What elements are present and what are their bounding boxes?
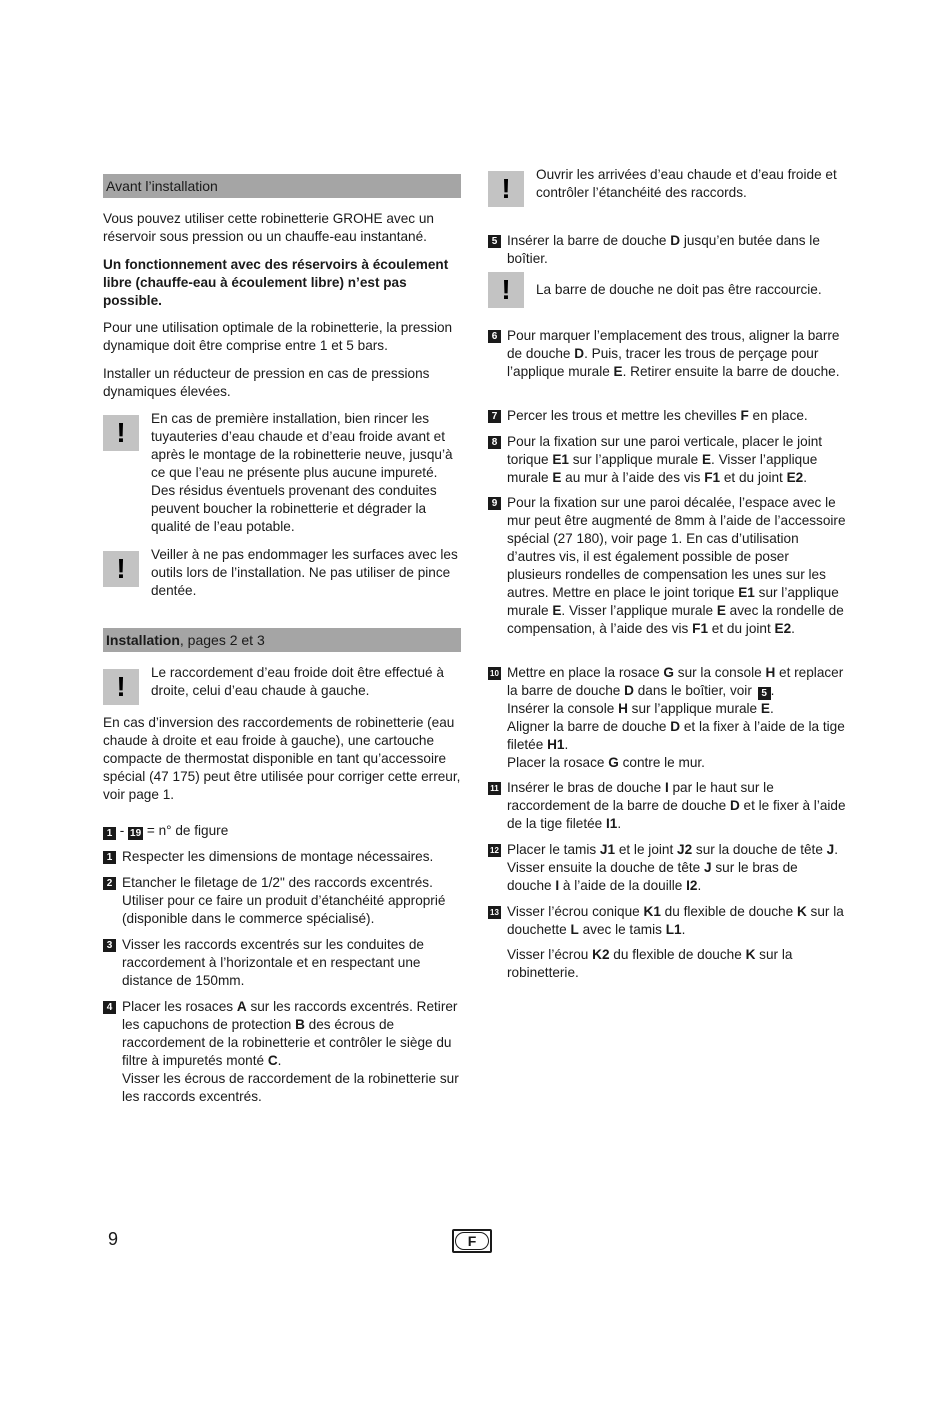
step-text: . Puis, tracer les trous de perçage pour l’applique murale	[507, 346, 819, 379]
step-text: Placer la rosace	[507, 755, 609, 770]
part-label: K2	[592, 947, 610, 962]
step-text: .	[770, 683, 775, 698]
part-label: D	[624, 683, 634, 698]
warning-text-rinse: En cas de première installation, bien rincer les tuyauteries d’eau chaude et d’eau froide avant et après le montage de la robinetterie neuve, jusqu’à ce que l’eau ne présente plus aucune impureté. Des résidus éventuels provenant des conduites peuvent boucher la robinetterie et dégrader la qualité de l’eau potable.	[151, 411, 453, 534]
exclamation-icon: !	[488, 171, 524, 207]
part-label: H1	[547, 737, 565, 752]
step-number-badge: 11	[488, 782, 501, 795]
legend-text: = n° de figure	[143, 823, 229, 838]
step-text: . Visser l’applique murale	[507, 452, 818, 485]
part-label: K1	[643, 904, 661, 919]
step-text: Insérer la barre de douche	[507, 233, 671, 248]
part-label: J	[704, 860, 712, 875]
step-text: Pour la fixation sur une paroi décalée, l’espace avec le mur peut être augmenté de 8mm à l’aide de l’accessoire spécial (27 180), voir page 1. En cas d’utilisation d’autres vis, il est également possible de poser plusieurs rondelles de compensation les unes sur les autres. Mettre en place le joint torique	[507, 495, 846, 600]
part-label: D	[670, 233, 681, 248]
step-text: .	[769, 701, 774, 716]
step-text: Visser les écrous de raccordement de la robinetterie sur les raccords excentrés.	[122, 1071, 459, 1104]
step-13	[488, 903, 846, 939]
part-label: E1	[552, 452, 569, 467]
part-label: K	[745, 947, 756, 962]
page-number: 9	[108, 1229, 119, 1249]
figure-legend	[103, 822, 461, 840]
part-label: D	[574, 346, 585, 361]
part-label: G	[608, 755, 619, 770]
step-text: Insérer le bras de douche	[507, 780, 665, 795]
part-label: L	[570, 922, 579, 937]
step-text: par le haut sur le raccordement de la barre de douche	[507, 780, 774, 813]
step-5	[488, 232, 846, 268]
warning-text-surfaces: Veiller à ne pas endommager les surfaces avec les outils lors de l’installation. Ne pas utiliser de pince dentée.	[151, 547, 458, 598]
figure-number-badge: 19	[130, 828, 142, 839]
step-text: . Visser ensuite la douche de tête	[507, 842, 839, 875]
part-label: E	[701, 452, 712, 467]
step-text: sur l’applique murale	[627, 701, 761, 716]
exclamation-icon: !	[103, 551, 139, 587]
part-label: H	[618, 701, 628, 716]
step-text: dans le boîtier, voir	[633, 683, 756, 698]
step-number-badge: 12	[488, 844, 501, 857]
step-text: sur la douchette	[507, 904, 844, 937]
step-text: .	[697, 878, 702, 893]
step-6	[488, 327, 846, 381]
part-label: K	[796, 904, 807, 919]
step-text: Visser l’écrou	[507, 947, 593, 962]
warning-text-connections: Le raccordement d’eau froide doit être effectué à droite, celui d’eau chaude à gauche.	[151, 665, 444, 698]
step-text: avec la rondelle de compensation, à l’aide des vis	[507, 603, 844, 636]
step-number-badge: 7	[488, 410, 501, 423]
warning-paragraph-bold: Un fonctionnement avec des réservoirs à écoulement libre (chauffe-eau à écoulement libre) n’est pas possible.	[103, 257, 449, 308]
inversion-paragraph: En cas d’inversion des raccordements de robinetterie (eau chaude à droite et eau froide à gauche), une cartouche compacte de thermostat disponible en tant qu’accessoire spécial (47 175) peut être utilisée pour corriger cette erreur, voir page 1.	[103, 715, 461, 802]
step-text: .	[681, 922, 686, 937]
step-text: sur l’applique murale	[568, 452, 702, 467]
step-text: .	[791, 621, 795, 636]
part-label: I2	[686, 878, 698, 893]
step-text: .	[617, 816, 622, 831]
step-text: sur la console	[674, 665, 766, 680]
step-text: et replacer la barre de douche	[507, 665, 844, 698]
step-text: en place.	[748, 408, 808, 423]
step-number-badge: 2	[103, 877, 116, 890]
step-8	[488, 433, 846, 487]
intro-paragraph: Vous pouvez utiliser cette robinetterie GROHE avec un réservoir sous pression ou un chauffe-eau instantané.	[103, 211, 434, 244]
step-3	[103, 936, 461, 990]
step-text: .	[564, 737, 569, 752]
part-label: E	[552, 470, 562, 485]
step-12	[488, 841, 846, 895]
part-label: F1	[692, 621, 709, 636]
part-label: D	[729, 798, 740, 813]
step-number-badge: 13	[488, 906, 501, 919]
step-text: et la fixer à l’aide de la tige filetée	[507, 719, 845, 752]
step-text: sur les raccords excentrés. Retirer les capuchons de protection	[122, 999, 458, 1032]
section-title-installation-bold: Installation	[106, 632, 180, 648]
step-text: sur la robinetterie.	[507, 947, 793, 980]
step-text: et du joint	[708, 621, 775, 636]
step-text: Pour la fixation sur une paroi verticale, placer le joint torique	[507, 434, 823, 467]
step-number-badge: 5	[488, 235, 501, 248]
part-label: E	[760, 701, 770, 716]
step-text: . Retirer ensuite la barre de douche.	[622, 364, 840, 379]
part-label: E	[613, 364, 623, 379]
part-label: A	[236, 999, 247, 1014]
step-4	[103, 998, 461, 1106]
step-text: Respecter les dimensions de montage nécessaires.	[122, 849, 434, 864]
pressure-paragraph: Pour une utilisation optimale de la robinetterie, la pression dynamique doit être comprise entre 1 et 5 bars.	[103, 320, 453, 353]
section-title-before-installation: Avant l’installation	[103, 174, 461, 198]
step-text: Aligner la barre de douche	[507, 719, 671, 734]
step-7	[488, 407, 846, 425]
section-title-installation	[103, 628, 461, 652]
step-text: des écrous de raccordement de la robinetterie et contrôler le siège du filtre à impuretés monté	[122, 1017, 452, 1068]
warning-text-do-not-shorten: La barre de douche ne doit pas être raccourcie.	[536, 282, 822, 297]
step-text: Placer le tamis	[507, 842, 600, 857]
step-number-badge: 9	[488, 497, 501, 510]
step-1	[103, 848, 461, 866]
reducer-paragraph: Installer un réducteur de pression en cas de pressions dynamiques élevées.	[103, 366, 430, 399]
step-10	[488, 664, 846, 772]
figure-number-badge: 1	[103, 827, 116, 840]
step-text: .	[803, 470, 808, 485]
step-text: Etancher le filetage de 1/2" des raccords excentrés. Utiliser pour ce faire un produit d’étanchéité approprié (disponible dans le commerce spécialisé).	[122, 875, 446, 926]
step-text: avec le tamis	[578, 922, 666, 937]
part-label: J	[826, 842, 835, 857]
part-label: G	[663, 665, 674, 680]
step-text: Placer les rosaces	[122, 999, 237, 1014]
legend-separator: -	[116, 823, 129, 838]
part-label: E2	[774, 621, 792, 636]
step-number-badge: 6	[488, 330, 501, 343]
step-text: à l’aide de la douille	[559, 878, 687, 893]
step-text: sur l’applique murale	[507, 585, 839, 618]
step-text: . Visser l’applique murale	[561, 603, 717, 618]
part-label: J1	[599, 842, 616, 857]
exclamation-icon: !	[103, 415, 139, 451]
figure-reference-badge: 5	[758, 687, 771, 700]
step-number-badge: 8	[488, 436, 501, 449]
warning-text-check-leaks: Ouvrir les arrivées d’eau chaude et d’eau froide et contrôler l’étanchéité des raccords.	[536, 167, 837, 200]
exclamation-icon: !	[488, 272, 524, 308]
step-text: Insérer la console	[507, 701, 619, 716]
step-text: jusqu’en butée dans le boîtier.	[507, 233, 820, 266]
part-label: E	[716, 603, 726, 618]
step-text: Mettre en place la rosace	[507, 665, 664, 680]
exclamation-icon: !	[103, 669, 139, 705]
step-text: Percer les trous et mettre les chevilles	[507, 408, 741, 423]
step-text: du flexible de douche	[609, 947, 746, 962]
step-text: au mur à l’aide des vis	[561, 470, 705, 485]
step-text: et le joint	[615, 842, 678, 857]
part-label: I	[555, 878, 560, 893]
part-label: J2	[677, 842, 693, 857]
step-number-badge: 1	[103, 851, 116, 864]
step-2	[103, 874, 461, 928]
part-label: E1	[738, 585, 755, 600]
step-text: Pour marquer l’emplacement des trous, aligner la barre de douche	[507, 328, 840, 361]
step-text: et du joint	[720, 470, 787, 485]
part-label: B	[295, 1017, 305, 1032]
section-title-installation-pages: , pages 2 et 3	[179, 632, 265, 648]
step-text: Visser les raccords excentrés sur les conduites de raccordement à l’horizontale et en respectant une distance de 150mm.	[122, 937, 424, 988]
part-label: F1	[704, 470, 721, 485]
step-text: Visser l’écrou conique	[507, 904, 644, 919]
step-text: sur la douche de tête	[692, 842, 827, 857]
language-badge-label: F	[455, 1232, 489, 1250]
part-label: F	[740, 408, 749, 423]
step-number-badge: 4	[103, 1001, 116, 1014]
step-text: .	[277, 1053, 282, 1068]
part-label: C	[267, 1053, 278, 1068]
step-11	[488, 779, 846, 833]
part-label: D	[670, 719, 681, 734]
step-text: contre le mur.	[618, 755, 705, 770]
part-label: E	[552, 603, 562, 618]
step-text: du flexible de douche	[660, 904, 797, 919]
step-text: et le fixer à l’aide de la tige filetée	[507, 798, 846, 831]
part-label: L1	[665, 922, 682, 937]
step-9	[488, 494, 846, 638]
step-13-continued	[488, 946, 846, 982]
step-number-badge: 3	[103, 939, 116, 952]
language-badge	[452, 1229, 492, 1253]
part-label: I	[664, 780, 669, 795]
part-label: I1	[606, 816, 618, 831]
part-label: E2	[786, 470, 804, 485]
part-label: H	[765, 665, 776, 680]
step-number-badge: 10	[488, 667, 501, 680]
step-text: sur le bras de douche	[507, 860, 798, 893]
